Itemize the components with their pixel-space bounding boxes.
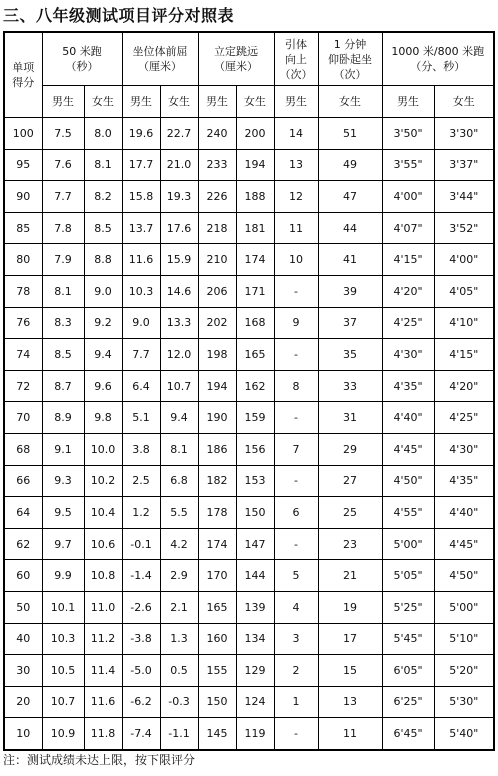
table-cell: 171 xyxy=(236,275,274,307)
table-cell: 4'15" xyxy=(382,244,434,276)
table-row xyxy=(4,307,494,339)
table-cell: 150 xyxy=(236,497,274,529)
table-cell: 8 xyxy=(274,370,318,402)
table-cell: 2 xyxy=(274,655,318,687)
table-cell: 181 xyxy=(236,212,274,244)
table-cell: 5'05" xyxy=(382,560,434,592)
table-cell: 15.9 xyxy=(160,244,198,276)
table-cell: 153 xyxy=(236,465,274,497)
table-row xyxy=(4,497,494,529)
table-cell: 8.5 xyxy=(84,212,122,244)
score-cell: 85 xyxy=(4,212,42,244)
header-female: 女生 xyxy=(318,86,382,118)
table-cell: 5.1 xyxy=(122,402,160,434)
table-cell: 11.0 xyxy=(84,591,122,623)
table-row xyxy=(4,433,494,465)
table-cell: 200 xyxy=(236,118,274,150)
table-cell: 5'45" xyxy=(382,623,434,655)
table-cell: 165 xyxy=(198,591,236,623)
table-cell: 7.7 xyxy=(42,181,84,213)
table-cell: 19 xyxy=(318,591,382,623)
score-cell: 80 xyxy=(4,244,42,276)
table-cell: 2.9 xyxy=(160,560,198,592)
table-cell: 5'00" xyxy=(382,528,434,560)
table-cell: 190 xyxy=(198,402,236,434)
table-cell: 4'25" xyxy=(434,402,494,434)
table-row xyxy=(4,528,494,560)
table-cell: 22.7 xyxy=(160,118,198,150)
table-cell: 51 xyxy=(318,118,382,150)
table-row xyxy=(4,181,494,213)
table-cell: 4'00" xyxy=(382,181,434,213)
header-male: 男生 xyxy=(198,86,236,118)
table-cell: 5'25" xyxy=(382,591,434,623)
table-cell: 23 xyxy=(318,528,382,560)
table-cell: 124 xyxy=(236,686,274,718)
table-cell: 4'05" xyxy=(434,275,494,307)
table-cell: 3'30" xyxy=(434,118,494,150)
table-cell: 156 xyxy=(236,433,274,465)
table-cell: 4'20" xyxy=(382,275,434,307)
table-cell: 21 xyxy=(318,560,382,592)
table-cell: 39 xyxy=(318,275,382,307)
header-male: 男生 xyxy=(382,86,434,118)
table-cell: 0.5 xyxy=(160,655,198,687)
table-cell: 4'50" xyxy=(382,465,434,497)
score-cell: 70 xyxy=(4,402,42,434)
header-50m: 50 米跑 （秒） xyxy=(42,32,122,86)
header-female: 女生 xyxy=(160,86,198,118)
table-cell: 4'30" xyxy=(434,433,494,465)
table-cell: 194 xyxy=(236,149,274,181)
table-cell: 9.1 xyxy=(42,433,84,465)
header-situp: 1 分钟 仰卧起坐 （次） xyxy=(318,32,382,86)
table-cell: 3'55" xyxy=(382,149,434,181)
table-cell: 5'30" xyxy=(434,686,494,718)
table-cell: 4'30" xyxy=(382,339,434,371)
table-cell: 12.0 xyxy=(160,339,198,371)
table-cell: 3'50" xyxy=(382,118,434,150)
table-cell: 19.3 xyxy=(160,181,198,213)
table-cell: 10.7 xyxy=(42,686,84,718)
table-cell: 9.4 xyxy=(84,339,122,371)
table-cell: 41 xyxy=(318,244,382,276)
table-cell: 10.0 xyxy=(84,433,122,465)
table-cell: 11.8 xyxy=(84,718,122,750)
header-distance-run: 1000 米/800 米跑 （分、秒） xyxy=(382,32,494,86)
table-row xyxy=(4,686,494,718)
score-cell: 30 xyxy=(4,655,42,687)
table-cell: 160 xyxy=(198,623,236,655)
table-cell: 11.4 xyxy=(84,655,122,687)
table-cell: 10.6 xyxy=(84,528,122,560)
table-row xyxy=(4,655,494,687)
table-cell: 202 xyxy=(198,307,236,339)
table-cell: 13 xyxy=(318,686,382,718)
table-cell: 10.8 xyxy=(84,560,122,592)
table-cell: 186 xyxy=(198,433,236,465)
table-row xyxy=(4,718,494,750)
table-cell: 218 xyxy=(198,212,236,244)
table-cell: 5'00" xyxy=(434,591,494,623)
table-cell: 10.5 xyxy=(42,655,84,687)
score-cell: 76 xyxy=(4,307,42,339)
table-cell: 198 xyxy=(198,339,236,371)
table-cell: 15.8 xyxy=(122,181,160,213)
table-cell: 8.0 xyxy=(84,118,122,150)
footnote: 注：测试成绩未达上限，按下限评分 xyxy=(3,753,196,767)
table-cell: 29 xyxy=(318,433,382,465)
table-cell: 1.3 xyxy=(160,623,198,655)
table-cell: 129 xyxy=(236,655,274,687)
table-cell: 11.2 xyxy=(84,623,122,655)
table-cell: 155 xyxy=(198,655,236,687)
table-cell: 9.5 xyxy=(42,497,84,529)
table-cell: 147 xyxy=(236,528,274,560)
table-row xyxy=(4,623,494,655)
table-cell: 8.1 xyxy=(160,433,198,465)
table-cell: 13.3 xyxy=(160,307,198,339)
table-cell: 9.9 xyxy=(42,560,84,592)
table-cell: 7 xyxy=(274,433,318,465)
table-cell: 168 xyxy=(236,307,274,339)
table-cell: 4'45" xyxy=(382,433,434,465)
table-cell: 4'20" xyxy=(434,370,494,402)
header-female: 女生 xyxy=(434,86,494,118)
table-cell: 119 xyxy=(236,718,274,750)
table-cell: 11 xyxy=(274,212,318,244)
table-cell: 8.2 xyxy=(84,181,122,213)
table-cell: 3.8 xyxy=(122,433,160,465)
table-cell: 49 xyxy=(318,149,382,181)
score-cell: 95 xyxy=(4,149,42,181)
table-cell: 10.1 xyxy=(42,591,84,623)
table-cell: 5.5 xyxy=(160,497,198,529)
table-cell: 3 xyxy=(274,623,318,655)
table-cell: 4'25" xyxy=(382,307,434,339)
table-row xyxy=(4,212,494,244)
score-cell: 62 xyxy=(4,528,42,560)
table-cell: - xyxy=(274,275,318,307)
table-cell: 4'07" xyxy=(382,212,434,244)
table-cell: 8.8 xyxy=(84,244,122,276)
table-cell: 11 xyxy=(318,718,382,750)
table-cell: 44 xyxy=(318,212,382,244)
score-cell: 50 xyxy=(4,591,42,623)
table-cell: 145 xyxy=(198,718,236,750)
table-cell: 210 xyxy=(198,244,236,276)
table-cell: 4 xyxy=(274,591,318,623)
table-row xyxy=(4,465,494,497)
table-cell: 11.6 xyxy=(122,244,160,276)
page-title: 三、八年级测试项目评分对照表 xyxy=(3,6,235,25)
header-female: 女生 xyxy=(236,86,274,118)
table-row xyxy=(4,370,494,402)
table-cell: 19.6 xyxy=(122,118,160,150)
table-cell: 9.8 xyxy=(84,402,122,434)
table-cell: 5'20" xyxy=(434,655,494,687)
table-cell: 226 xyxy=(198,181,236,213)
score-cell: 64 xyxy=(4,497,42,529)
header-male: 男生 xyxy=(274,86,318,118)
table-cell: 233 xyxy=(198,149,236,181)
table-cell: -5.0 xyxy=(122,655,160,687)
table-cell: 8.1 xyxy=(42,275,84,307)
table-cell: 8.9 xyxy=(42,402,84,434)
table-cell: 9.0 xyxy=(122,307,160,339)
table-cell: 21.0 xyxy=(160,149,198,181)
score-cell: 74 xyxy=(4,339,42,371)
table-cell: 2.5 xyxy=(122,465,160,497)
score-cell: 90 xyxy=(4,181,42,213)
table-cell: 240 xyxy=(198,118,236,150)
table-cell: 8.3 xyxy=(42,307,84,339)
table-cell: 5'40" xyxy=(434,718,494,750)
table-cell: 27 xyxy=(318,465,382,497)
table-row xyxy=(4,275,494,307)
table-cell: 4'45" xyxy=(434,528,494,560)
table-cell: 9 xyxy=(274,307,318,339)
score-cell: 10 xyxy=(4,718,42,750)
table-cell: 7.8 xyxy=(42,212,84,244)
table-cell: 14.6 xyxy=(160,275,198,307)
table-cell: 37 xyxy=(318,307,382,339)
table-cell: 7.6 xyxy=(42,149,84,181)
table-cell: 7.9 xyxy=(42,244,84,276)
table-cell: - xyxy=(274,718,318,750)
table-cell: 6.4 xyxy=(122,370,160,402)
table-row xyxy=(4,591,494,623)
table-cell: 4'35" xyxy=(382,370,434,402)
table-cell: 206 xyxy=(198,275,236,307)
table-row xyxy=(4,149,494,181)
table-row xyxy=(4,339,494,371)
table-cell: 9.7 xyxy=(42,528,84,560)
table-cell: - xyxy=(274,465,318,497)
table-cell: 1.2 xyxy=(122,497,160,529)
table-cell: 12 xyxy=(274,181,318,213)
table-cell: 4'15" xyxy=(434,339,494,371)
table-cell: 4'35" xyxy=(434,465,494,497)
table-cell: 25 xyxy=(318,497,382,529)
table-cell: 134 xyxy=(236,623,274,655)
table-cell: 4.2 xyxy=(160,528,198,560)
table-cell: 31 xyxy=(318,402,382,434)
score-cell: 20 xyxy=(4,686,42,718)
table-row xyxy=(4,560,494,592)
table-cell: 7.5 xyxy=(42,118,84,150)
score-table xyxy=(3,31,495,751)
header-long-jump: 立定跳远 （厘米） xyxy=(198,32,274,86)
table-cell: 5'10" xyxy=(434,623,494,655)
table-cell: 174 xyxy=(236,244,274,276)
table-cell: 4'40" xyxy=(434,497,494,529)
table-cell: 9.0 xyxy=(84,275,122,307)
table-cell: 8.5 xyxy=(42,339,84,371)
table-cell: 5 xyxy=(274,560,318,592)
table-cell: 10.2 xyxy=(84,465,122,497)
table-cell: 188 xyxy=(236,181,274,213)
table-cell: -3.8 xyxy=(122,623,160,655)
table-cell: -2.6 xyxy=(122,591,160,623)
table-cell: 139 xyxy=(236,591,274,623)
header-male: 男生 xyxy=(122,86,160,118)
table-cell: 1 xyxy=(274,686,318,718)
score-cell: 72 xyxy=(4,370,42,402)
table-cell: 10.7 xyxy=(160,370,198,402)
score-cell: 78 xyxy=(4,275,42,307)
table-cell: 3'52" xyxy=(434,212,494,244)
table-cell: 174 xyxy=(198,528,236,560)
table-cell: 8.1 xyxy=(84,149,122,181)
table-cell: 162 xyxy=(236,370,274,402)
table-cell: 7.7 xyxy=(122,339,160,371)
table-row xyxy=(4,402,494,434)
score-cell: 40 xyxy=(4,623,42,655)
table-cell: 15 xyxy=(318,655,382,687)
table-cell: 14 xyxy=(274,118,318,150)
header-female: 女生 xyxy=(84,86,122,118)
header-male: 男生 xyxy=(42,86,84,118)
table-cell: 13.7 xyxy=(122,212,160,244)
table-cell: 10.3 xyxy=(122,275,160,307)
table-cell: - xyxy=(274,528,318,560)
table-cell: 4'00" xyxy=(434,244,494,276)
table-cell: 150 xyxy=(198,686,236,718)
table-cell: 2.1 xyxy=(160,591,198,623)
header-sit-reach: 坐位体前屈 （厘米） xyxy=(122,32,198,86)
table-cell: 10.9 xyxy=(42,718,84,750)
score-cell: 66 xyxy=(4,465,42,497)
table-cell: 17.6 xyxy=(160,212,198,244)
table-row xyxy=(4,244,494,276)
table-body xyxy=(4,118,494,750)
table-cell: 6 xyxy=(274,497,318,529)
table-cell: 17.7 xyxy=(122,149,160,181)
table-cell: - xyxy=(274,339,318,371)
score-cell: 60 xyxy=(4,560,42,592)
table-cell: 9.3 xyxy=(42,465,84,497)
table-cell: 6.8 xyxy=(160,465,198,497)
table-cell: -0.3 xyxy=(160,686,198,718)
table-cell: 3'37" xyxy=(434,149,494,181)
table-cell: 159 xyxy=(236,402,274,434)
table-cell: 35 xyxy=(318,339,382,371)
table-cell: 194 xyxy=(198,370,236,402)
table-cell: -0.1 xyxy=(122,528,160,560)
table-cell: 10 xyxy=(274,244,318,276)
table-cell: 4'40" xyxy=(382,402,434,434)
table-cell: 10.3 xyxy=(42,623,84,655)
table-cell: 47 xyxy=(318,181,382,213)
table-cell: 17 xyxy=(318,623,382,655)
table-cell: 165 xyxy=(236,339,274,371)
table-cell: -7.4 xyxy=(122,718,160,750)
score-cell: 68 xyxy=(4,433,42,465)
table-cell: - xyxy=(274,402,318,434)
table-cell: 9.6 xyxy=(84,370,122,402)
table-cell: 10.4 xyxy=(84,497,122,529)
table-cell: 6'45" xyxy=(382,718,434,750)
score-header: 单项 得分 xyxy=(4,32,42,118)
table-cell: 9.4 xyxy=(160,402,198,434)
table-cell: 144 xyxy=(236,560,274,592)
table-cell: 178 xyxy=(198,497,236,529)
table-cell: 8.7 xyxy=(42,370,84,402)
table-cell: 4'10" xyxy=(434,307,494,339)
table-cell: 4'50" xyxy=(434,560,494,592)
table-cell: -1.1 xyxy=(160,718,198,750)
table-cell: 33 xyxy=(318,370,382,402)
table-cell: -1.4 xyxy=(122,560,160,592)
table-row xyxy=(4,118,494,150)
table-cell: -6.2 xyxy=(122,686,160,718)
table-cell: 13 xyxy=(274,149,318,181)
table-cell: 4'55" xyxy=(382,497,434,529)
table-cell: 182 xyxy=(198,465,236,497)
table-cell: 170 xyxy=(198,560,236,592)
table-cell: 3'44" xyxy=(434,181,494,213)
header-pullup: 引体 向上 （次） xyxy=(274,32,318,86)
table-cell: 6'05" xyxy=(382,655,434,687)
table-cell: 9.2 xyxy=(84,307,122,339)
table-cell: 6'25" xyxy=(382,686,434,718)
score-cell: 100 xyxy=(4,118,42,150)
table-cell: 11.6 xyxy=(84,686,122,718)
